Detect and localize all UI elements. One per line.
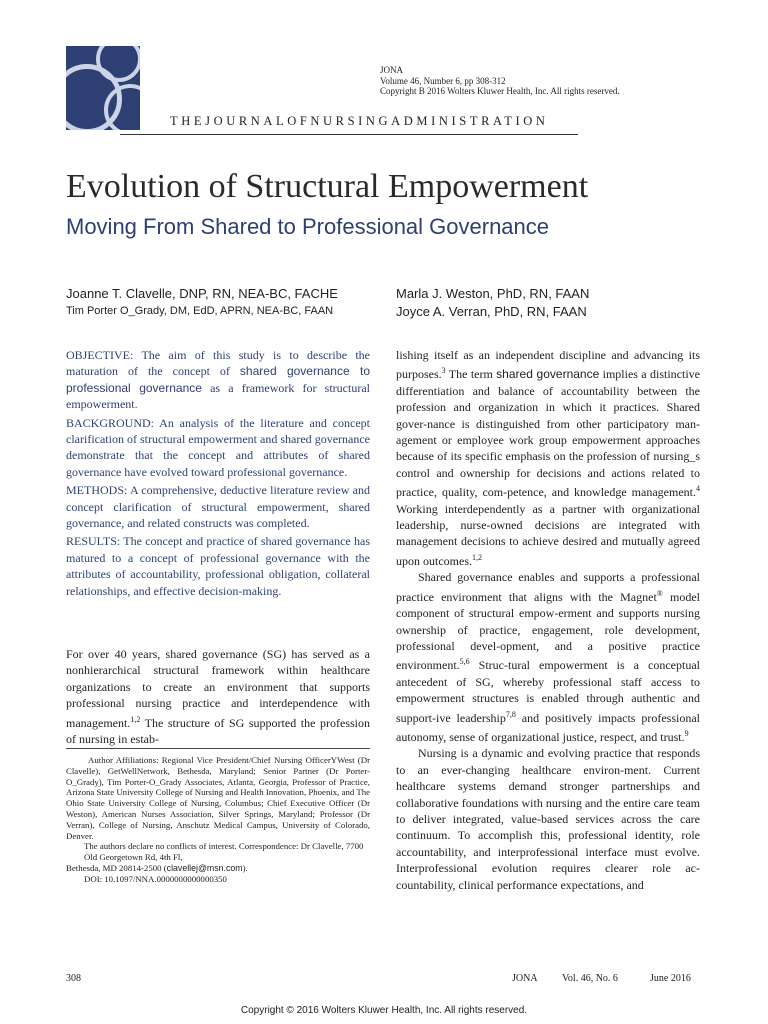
shared-governance-term: shared governance [496,367,600,382]
footer-date: June 2016 [650,973,691,984]
bottom-copyright: Copyright © 2016 Wolters Kluwer Health, Inc. All rights reserved. [240,1005,528,1016]
correspondence-email[interactable]: clavellej@msn.com [166,862,243,873]
abstract-methods: METHODS: A comprehensive, deductive literature review and concept clarification of structural empowerment, shared governance, and related constructs was completed. [66,483,370,531]
citation: 3 [441,366,446,376]
footer-volume: Vol. 46, No. 6 [562,973,618,984]
citation: 1,2 [472,552,482,562]
article-title: Evolution of Structural Empowerment [66,168,589,205]
copyright-line: Copyright B 2016 Wolters Kluwer Health, Inc. All rights reserved. [380,86,620,96]
footer-journal: JONA [512,973,538,984]
body-left-paragraph: For over 40 years, shared governance (SG) has served as a nonhierarchical structural framework within healthcare organizations to create an environment that supports professional nursing practice and interdependence with management.$^{1,2}$ The structure of SG supported the profession of nursing in estab- [66,647,370,747]
registered-mark: ® [656,588,663,598]
citation: 7,8 [505,709,516,719]
abstract-background: BACKGROUND: An analysis of the literature and concept clarification of structural empowerment and shared governance demonstrate that the concept and attributes of shared governance have evolved toward professional governance. [66,415,370,479]
abstract-objective: OBJECTIVE: The aim of this study is to describe the maturation of the concept of shared governance to professional governance as a framework for structural empowerment. [66,348,370,412]
citation: 5,6 [459,657,470,667]
author-3: Marla J. Weston, PhD, RN, FAAN [396,286,590,301]
abstract [66,347,370,601]
body-right-paragraph-3: Nursing is a dynamic and evolving practice that responds to an ever-changing healthcare environ-ment. Current healthcare systems demand stronger partnerships and collaborative foundations with nursing and the entire care team to deliver integrated, value-based services across the care continuum. To accomplish this, professional identity, role accountability, and interprofessional interface must evolve. Interprofessional evolution requires clearer role ac-countability, clinical performance expectations, and [396,746,700,892]
body-left [66,646,370,747]
page-number: 308 [66,973,81,984]
citation: 1,2 [130,714,141,724]
correspondence-address: Bethesda, MD 20814-2500 (clavellej@msn.com). [66,862,248,873]
body-right-paragraph-2: Shared governance enables and supports a professional practice environment that aligns with the Magnet® model component of structural empow-erment and supports nursing ownership of practice, engagement, role development, professional devel-opment, and a positive practice environment.$^{5,6}$ Struc-tural empowerment is a conceptual antecedent of SG, whereby professional staff access to empowerment structures is enabled through authentic and support-ive leadership$^{7,8}$ and positively impacts professional autonomy, sense of organizational justice, respect, and trust.$^9$ [396,570,701,744]
author-1: Joanne T. Clavelle, DNP, RN, NEA-BC, FACHE [66,286,338,301]
article-subtitle: Moving From Shared to Professional Governance [66,214,550,239]
objective-emphasis: shared governance to professional governance [66,364,370,395]
footnote [66,755,370,885]
journal-meta [380,65,620,97]
citation: 4 [696,484,700,494]
journal-abbrev: JONA [380,65,404,75]
conflicts-statement: The authors declare no conflicts of interest. Correspondence: Dr Clavelle, 7700 Old Georgetown Rd, 4th Fl, [84,841,364,863]
citation: 9 [684,728,689,738]
volume-line: Volume 46, Number 6, pp 308-312 [380,75,506,86]
author-4: Joyce A. Verran, PhD, RN, FAAN [396,304,587,319]
body-right-paragraph-1: lishing itself as an independent discipline and advancing its purposes.$^3$ The term shared governance implies a distinctive differentiation and balance of accountability between the profession and organization in which it practices. Shared gover-nance is distinguished from other participatory man-agement or employee work group empowerment approaches because of its specific emphasis on the profession of nursing_s control and ownership for decisions and actions related to practice, quality, com-petence, and knowledge management.$^4$ Working interdependently as a partner with organizational leadership, nurse-owned decisions are integrated with management decisions to achieve desired and mutually agreed upon outcomes.$^{1,2}$ [396,348,700,568]
author-2: Tim Porter O_Grady, DM, EdD, APRN, NEA-BC, FAAN [66,305,334,317]
header-rule [120,134,578,135]
doi: DOI: 10.1097/NNA.0000000000000350 [84,873,227,884]
journal-name: THEJOURNALOFNURSINGADMINISTRATION [170,114,549,128]
author-affiliations: Author Affiliations: Regional Vice President/Chief Nursing OfficerYWest (Dr Clavelle), GetWellNetwork, Bethesda, Maryland; Senior Partner (Dr Porter-O_Grady), Tim Porter-O_Grady Associates, Atlanta, Georgia, Professor of Practice, Arizona State University College of Nursing and Health Innovation, Phoenix, and The Ohio State University College of Nursing, Columbus; Chief Executive Officer (Dr Weston), American Nurses Association, Silver Springs, Maryland; Professor (Dr Verran), College of Nursing, Anschutz Medical Campus, University of Colorado, Denver. [66,755,370,841]
footnote-rule [66,748,370,749]
journal-logo [66,46,140,130]
body-right [396,347,700,893]
abstract-results: RESULTS: The concept and practice of shared governance has matured to a concept of professional governance with the attributes of accountability, professional obligation, collateral relationships, and effective decision-making. [66,534,370,598]
